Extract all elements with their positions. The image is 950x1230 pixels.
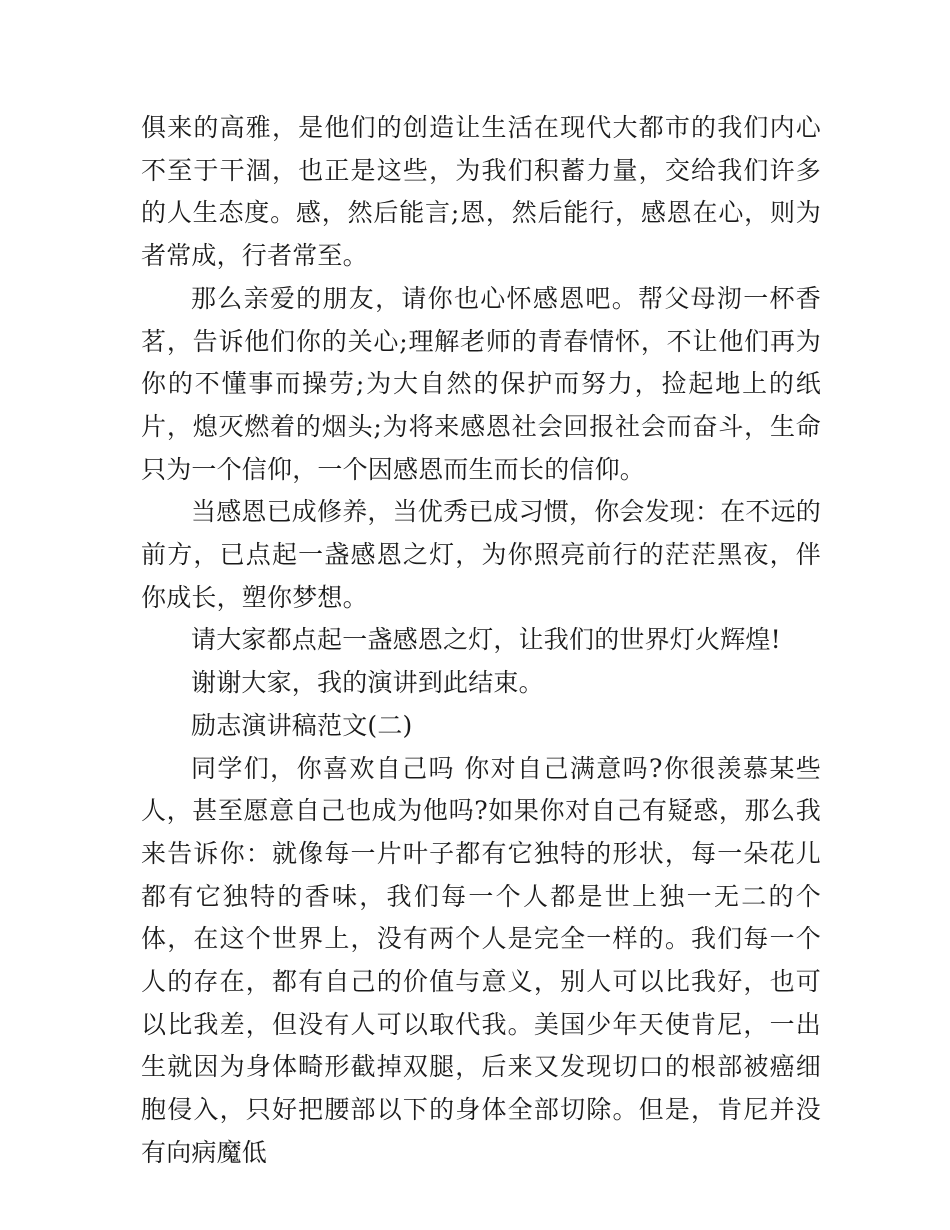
section-heading: 励志演讲稿范文(二) bbox=[191, 710, 413, 740]
paragraph-continuation: 俱来的高雅，是他们的创造让生活在现代大都市的我们内心不至于干涸，也正是这些，为我们积蓄力量，交给我们许多的人生态度。感，然后能言;恩，然后能行，感恩在心，则为者常成，行者常至。 bbox=[141, 113, 821, 271]
paragraph-gratitude-appeal: 那么亲爱的朋友，请你也心怀感恩吧。帮父母沏一杯香茗，告诉他们你的关心;理解老师的青春情怀，不让他们再为你的不懂事而操劳;为大自然的保护而努力，捡起地上的纸片，熄灭燃着的烟头;为将来感恩社会回报社会而奋斗，生命只为一个信仰，一个因感恩而生而长的信仰。 bbox=[141, 283, 821, 484]
document-page bbox=[141, 107, 821, 1175]
paragraph-speech-two: 同学们，你喜欢自己吗 你对自己满意吗?你很羡慕某些人，甚至愿意自己也成为他吗?如果你对自己有疑惑，那么我来告诉你：就像每一片叶子都有它独特的形状，每一朵花儿都有它独特的香味，我们每一个人都是世上独一无二的个体，在这个世界上，没有两个人是完全一样的。我们每一个人的存在，都有自己的价值与意义，别人可以比我好，也可以比我差，但没有人可以取代我。美国少年天使肯尼，一出生就因为身体畸形截掉双腿，后来又发现切口的根部被癌细胞侵入，只好把腰部以下的身体全部切除。但是，肯尼并没有向病魔低 bbox=[141, 753, 821, 1167]
paragraph-gratitude-lamp: 当感恩已成修养，当优秀已成习惯，你会发现：在不远的前方，已点起一盏感恩之灯，为你照亮前行的茫茫黑夜，伴你成长，塑你梦想。 bbox=[141, 497, 822, 612]
paragraph-call-to-action: 请大家都点起一盏感恩之灯，让我们的世界灯火辉煌! bbox=[191, 625, 781, 655]
paragraph-closing: 谢谢大家，我的演讲到此结束。 bbox=[191, 668, 544, 698]
